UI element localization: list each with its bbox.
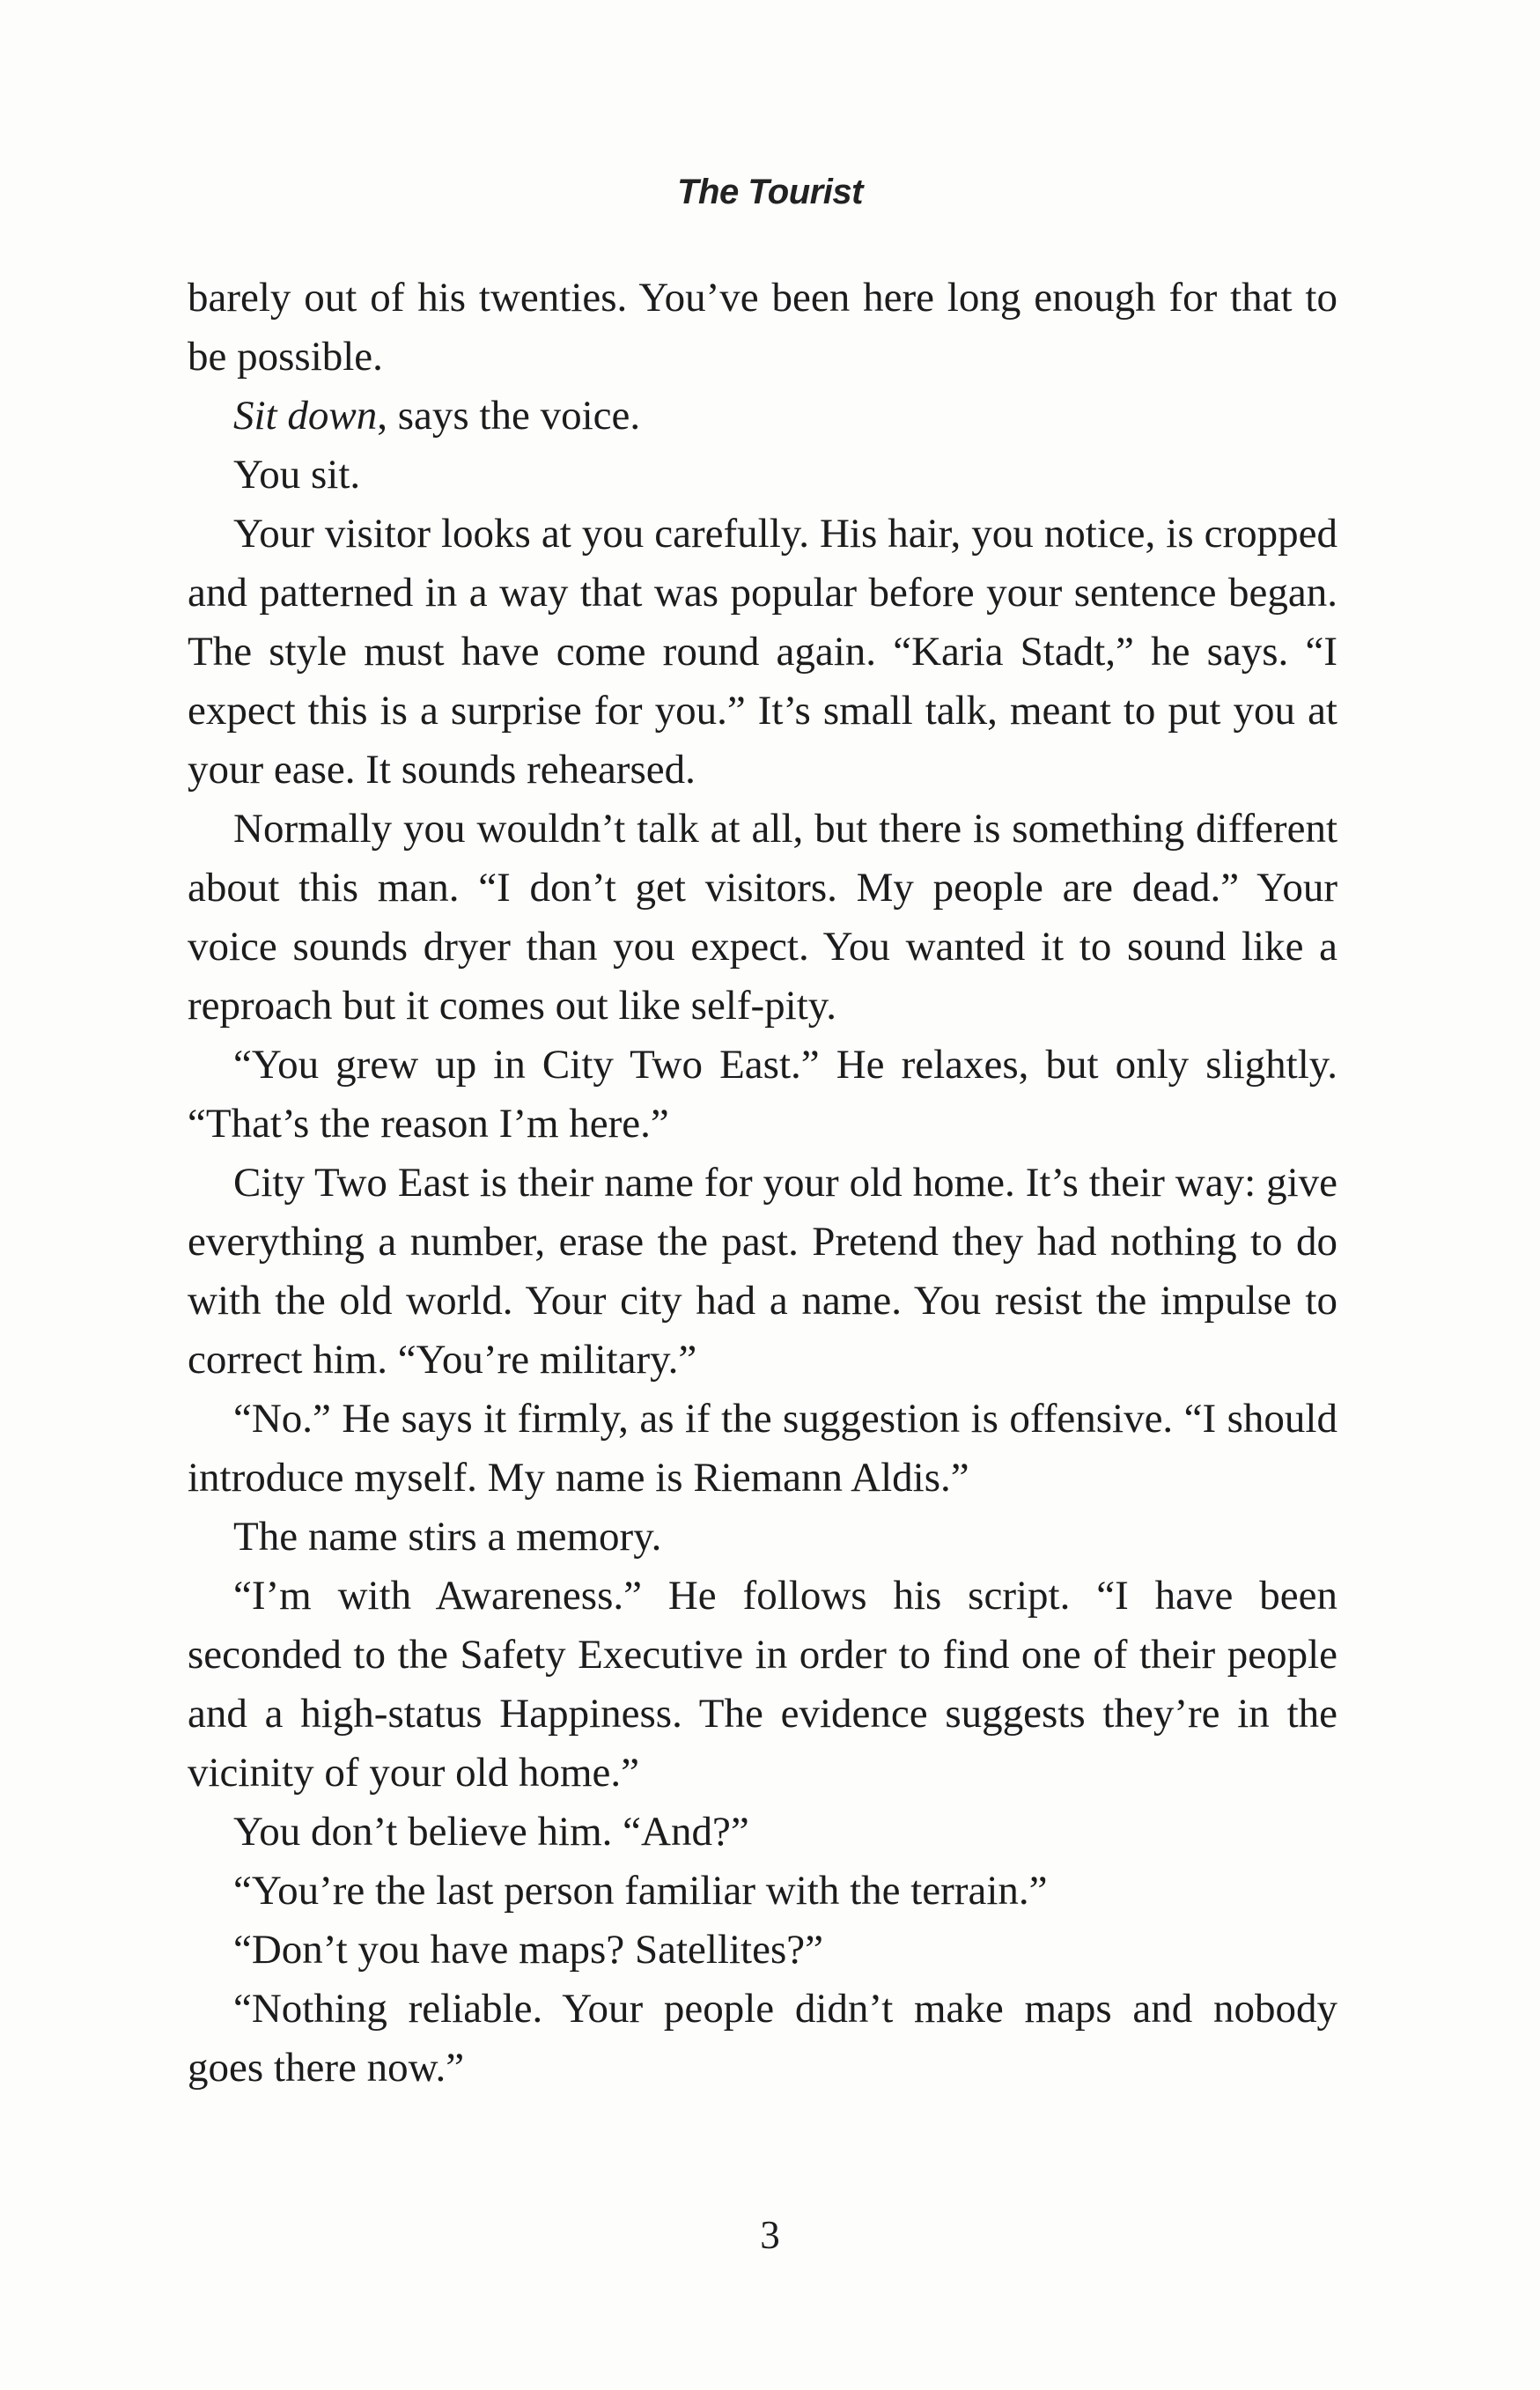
- paragraph: [188, 446, 1337, 505]
- running-head: The Tourist: [677, 173, 863, 211]
- text-run: City Two East is their name for your old home. It’s their way: give everything a number, erase the past. Pretend they had nothing to do with the old world. Your city had a name. You resist the impulse to correct him. “You’re military.”: [188, 1160, 1337, 1383]
- text-run: You don’t believe him. “And?”: [233, 1809, 749, 1855]
- paragraph: [188, 1980, 1337, 2098]
- page-number: 3: [760, 2213, 780, 2257]
- text-run: “No.” He says it firmly, as if the suggestion is offensive. “I should introduce myself. My name is Riemann Aldis.”: [188, 1396, 1337, 1501]
- paragraph: [188, 1921, 1337, 1980]
- text-run: “Nothing reliable. Your people didn’t make maps and nobody goes there now.”: [188, 1986, 1337, 2091]
- body-text: [188, 269, 1337, 2098]
- text-run: “You grew up in City Two East.” He relaxes, but only slightly. “That’s the reason I’m here.”: [188, 1042, 1337, 1147]
- text-run: , says the voice.: [377, 393, 641, 439]
- text-run: You sit.: [233, 452, 361, 498]
- text-run: “Don’t you have maps? Satellites?”: [233, 1927, 823, 1973]
- paragraph: [188, 1036, 1337, 1154]
- text-run: barely out of his twenties. You’ve been here long enough for that to be possible.: [188, 275, 1337, 380]
- text-run: Normally you wouldn’t talk at all, but there is something different about this man. “I don’t get visitors. My people are dead.” Your voice sounds dryer than you expect. You wanted it to sound like a reproach but it comes out like self-pity.: [188, 806, 1337, 1029]
- paragraph: [188, 1390, 1337, 1508]
- paragraph: [188, 1567, 1337, 1803]
- paragraph: [188, 800, 1337, 1036]
- paragraph: [188, 1154, 1337, 1390]
- paragraph: [188, 387, 1337, 446]
- text-run: “I’m with Awareness.” He follows his script. “I have been seconded to the Safety Executive in order to find one of their people and a high-status Happiness. The evidence suggests they’re in the vicinity of your old home.”: [188, 1573, 1337, 1796]
- text-run: The name stirs a memory.: [233, 1514, 662, 1560]
- text-run: Your visitor looks at you carefully. His hair, you notice, is cropped and patterned in a way that was popular before your sentence began. The style must have come round again. “Karia Stadt,” he says. “I expect this is a surprise for you.” It’s small talk, meant to put you at your ease. It sounds rehearsed.: [188, 511, 1337, 793]
- text-run-italic: Sit down: [233, 393, 378, 439]
- paragraph: [188, 505, 1337, 800]
- paragraph: [188, 269, 1337, 387]
- paragraph: [188, 1862, 1337, 1921]
- paragraph: [188, 1803, 1337, 1862]
- text-run: “You’re the last person familiar with the terrain.”: [233, 1868, 1048, 1914]
- paragraph: [188, 1508, 1337, 1567]
